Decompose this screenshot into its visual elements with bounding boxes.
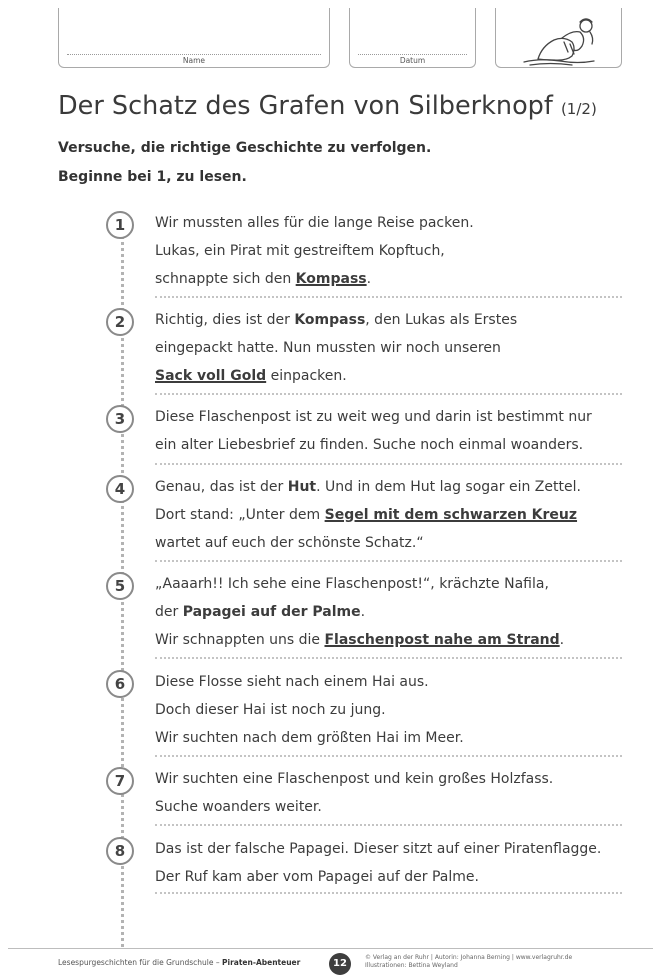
story-text-run: . bbox=[360, 604, 366, 620]
story-text-run: . Und in dem Hut lag sogar ein Zettel. bbox=[316, 479, 581, 495]
story-text-run: . bbox=[366, 271, 372, 287]
dotted-divider bbox=[155, 560, 622, 562]
illustration-box bbox=[495, 8, 622, 68]
story-text-run: Der Ruf kam aber vom Papagei auf der Palme. bbox=[155, 869, 479, 885]
story-text bbox=[155, 835, 630, 891]
date-field-box[interactable] bbox=[349, 8, 476, 68]
story-text-run: Doch dieser Hai ist noch zu jung. bbox=[155, 702, 386, 718]
footer-series-text: Lesespurgeschichten für die Grundschule – bbox=[58, 958, 222, 967]
step-number-badge: 2 bbox=[106, 308, 134, 336]
story-text bbox=[155, 668, 630, 752]
dotted-divider bbox=[155, 657, 622, 659]
dotted-divider bbox=[155, 393, 622, 395]
story-text-run: einpacken. bbox=[266, 368, 347, 384]
worksheet-title bbox=[58, 91, 597, 121]
step-number-badge: 8 bbox=[106, 837, 134, 865]
title-main: Der Schatz des Grafen von Silberknopf bbox=[58, 91, 553, 121]
dotted-divider bbox=[155, 755, 622, 757]
story-text-run: Richtig, dies ist der bbox=[155, 312, 295, 328]
story-text-run: „Aaaarh!! Ich sehe eine Flaschenpost!“, krächzte Nafila, bbox=[155, 576, 549, 592]
dotted-divider bbox=[155, 892, 622, 894]
story-text-run: Wir suchten nach dem größten Hai im Meer. bbox=[155, 730, 464, 746]
story-text-run: , den Lukas als Erstes bbox=[365, 312, 518, 328]
footer-illustration-credits: Illustrationen: Bettina Weyland bbox=[365, 962, 458, 969]
story-text-run: Diese Flaschenpost ist zu weit weg und darin ist bestimmt nur bbox=[155, 409, 592, 425]
footer-book-title: Piraten-Abenteuer bbox=[222, 958, 301, 967]
story-text-run: ein alter Liebesbrief zu finden. Suche noch einmal woanders. bbox=[155, 437, 584, 453]
story-text-run: wartet auf euch der schönste Schatz.“ bbox=[155, 535, 424, 551]
story-text-run: Diese Flosse sieht nach einem Hai aus. bbox=[155, 674, 429, 690]
keyword-bold: Hut bbox=[287, 479, 317, 495]
step-number-badge: 6 bbox=[106, 670, 134, 698]
story-text bbox=[155, 403, 630, 459]
story-text-run: Genau, das ist der bbox=[155, 479, 288, 495]
step-number-badge: 5 bbox=[106, 572, 134, 600]
pirate-with-treasure-bag-icon bbox=[520, 12, 600, 68]
story-text-run: Suche woanders weiter. bbox=[155, 799, 322, 815]
instruction-2: Beginne bei 1, zu lesen. bbox=[58, 169, 247, 185]
story-text-run: Lukas, ein Pirat mit gestreiftem Kopftuch, bbox=[155, 243, 445, 259]
story-text-run: Wir schnappten uns die bbox=[155, 632, 325, 648]
step-number-badge: 1 bbox=[106, 211, 134, 239]
name-field-box[interactable] bbox=[58, 8, 330, 68]
story-text-run: Wir mussten alles für die lange Reise packen. bbox=[155, 215, 474, 231]
story-text-run: eingepackt hatte. Nun mussten wir noch unseren bbox=[155, 340, 501, 356]
dotted-divider bbox=[155, 463, 622, 465]
name-writing-line bbox=[67, 54, 321, 55]
keyword-underlined: Segel mit dem schwarzen Kreuz bbox=[324, 507, 578, 523]
dotted-divider bbox=[155, 824, 622, 826]
story-text-run: der bbox=[155, 604, 183, 620]
dotted-divider bbox=[155, 296, 622, 298]
instruction-1: Versuche, die richtige Geschichte zu verfolgen. bbox=[58, 140, 432, 156]
footer-series bbox=[58, 958, 300, 967]
page-number-badge: 12 bbox=[329, 953, 351, 975]
story-text bbox=[155, 473, 630, 557]
step-number-badge: 7 bbox=[106, 767, 134, 795]
keyword-underlined: Kompass bbox=[295, 271, 367, 287]
story-text bbox=[155, 570, 630, 654]
story-text bbox=[155, 765, 630, 821]
title-part-indicator: (1/2) bbox=[560, 100, 597, 118]
keyword-bold: Papagei auf der Palme bbox=[182, 604, 361, 620]
story-text-run: Dort stand: „Unter dem bbox=[155, 507, 325, 523]
story-text bbox=[155, 306, 630, 390]
story-text-run: schnappte sich den bbox=[155, 271, 296, 287]
story-text-run: . bbox=[559, 632, 565, 648]
date-writing-line bbox=[358, 54, 467, 55]
keyword-underlined: Flaschenpost nahe am Strand bbox=[324, 632, 560, 648]
name-label: Name bbox=[182, 56, 206, 65]
date-label: Datum bbox=[399, 56, 426, 65]
story-text-run: Das ist der falsche Papagei. Dieser sitzt auf einer Piratenflagge. bbox=[155, 841, 602, 857]
story-text-run: Wir suchten eine Flaschenpost und kein großes Holzfass. bbox=[155, 771, 554, 787]
keyword-underlined: Sack voll Gold bbox=[155, 368, 267, 384]
step-number-badge: 3 bbox=[106, 405, 134, 433]
step-number-badge: 4 bbox=[106, 475, 134, 503]
story-text bbox=[155, 209, 630, 293]
footer-rule bbox=[8, 948, 653, 949]
keyword-bold: Kompass bbox=[294, 312, 366, 328]
footer-credits: © Verlag an der Ruhr | Autorin: Johanna Berning | www.verlagruhr.de bbox=[365, 954, 573, 961]
